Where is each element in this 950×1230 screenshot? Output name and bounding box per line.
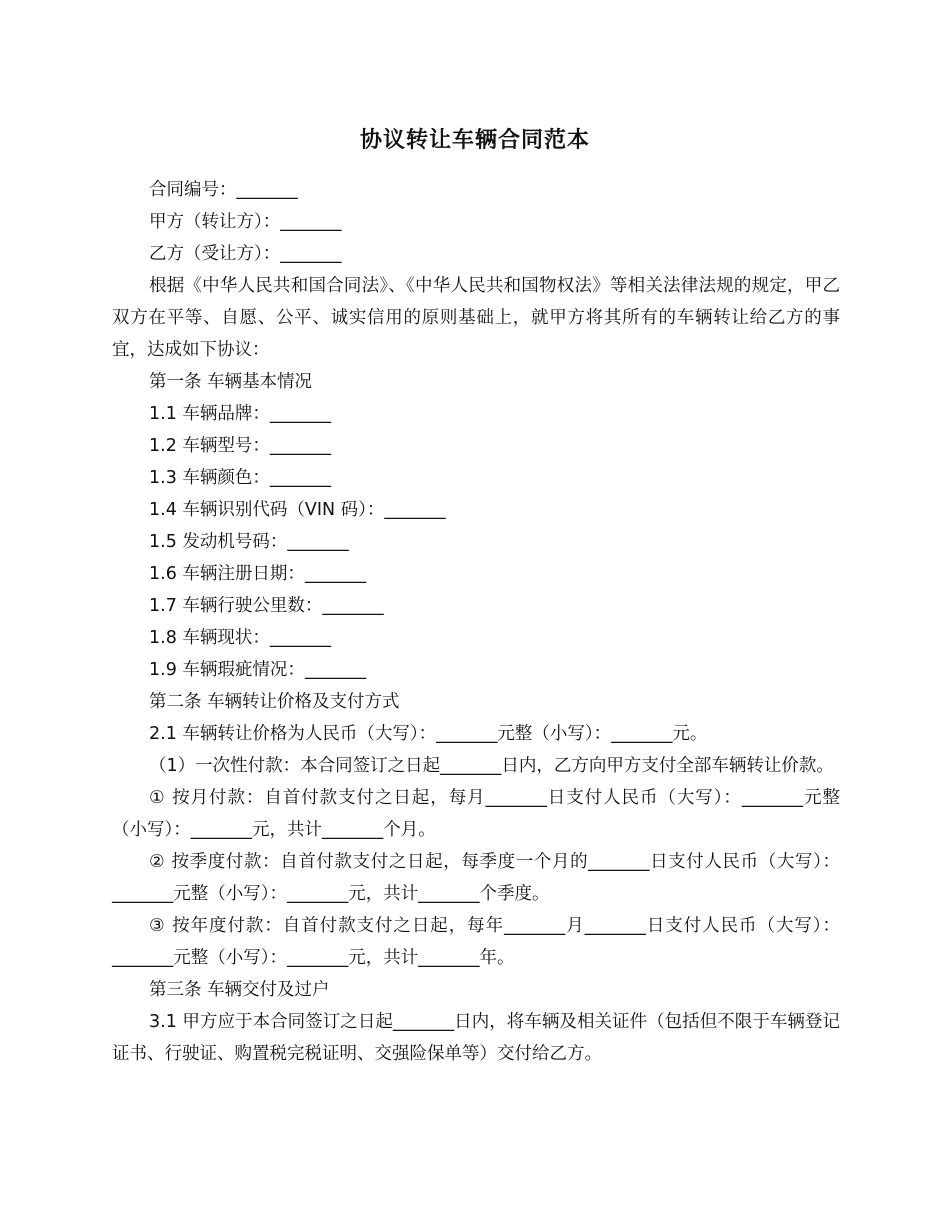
lump-sum-payment-paragraph: （1）一次性付款：本合同签订之日起_______日内，乙方向甲方支付全部车辆转让价款。 bbox=[149, 756, 834, 776]
article-2-heading: 第二条 车辆转让价格及支付方式 bbox=[149, 692, 400, 712]
clause-1-7: 1.7 车辆行驶公里数：_______ bbox=[149, 596, 384, 616]
annual-payment-paragraph: ③ 按年度付款：自首付款支付之日起，每年_______月_______日支付人民币（大写）：_______元整（小写）：_______元，共计_______年。 bbox=[112, 916, 840, 968]
party-b-line: 乙方（受让方）：_______ bbox=[149, 244, 342, 264]
clause-1-1: 1.1 车辆品牌：_______ bbox=[149, 404, 332, 424]
party-a-line: 甲方（转让方）：_______ bbox=[149, 212, 342, 232]
clause-1-9: 1.9 车辆瑕疵情况：_______ bbox=[149, 660, 367, 680]
clause-1-8: 1.8 车辆现状：_______ bbox=[149, 628, 332, 648]
document-title: 协议转让车辆合同范本 bbox=[359, 128, 590, 153]
clause-1-2: 1.2 车辆型号：_______ bbox=[149, 436, 332, 456]
document-body bbox=[112, 174, 840, 1070]
clause-1-5: 1.5 发动机号码：_______ bbox=[149, 532, 349, 552]
clause-1-6: 1.6 车辆注册日期：_______ bbox=[149, 564, 367, 584]
monthly-payment-paragraph: ① 按月付款：自首付款支付之日起，每月_______日支付人民币（大写）：_______元整（小写）：_______元，共计_______个月。 bbox=[112, 788, 840, 840]
clause-2-1: 2.1 车辆转让价格为人民币（大写）：_______元整（小写）：_______元。 bbox=[149, 724, 708, 744]
preamble-paragraph: 根据《中华人民共和国合同法》、《中华人民共和国物权法》等相关法律法规的规定，甲乙双方在平等、自愿、公平、诚实信用的原则基础上，就甲方将其所有的车辆转让给乙方的事宜，达成如下协议： bbox=[112, 276, 840, 360]
clause-3-1: 3.1 甲方应于本合同签订之日起_______日内，将车辆及相关证件（包括但不限于车辆登记证书、行驶证、购置税完税证明、交强险保单等）交付给乙方。 bbox=[112, 1012, 840, 1064]
article-1-heading: 第一条 车辆基本情况 bbox=[149, 372, 313, 392]
clause-1-4: 1.4 车辆识别代码（VIN 码）：_______ bbox=[149, 500, 446, 520]
article-3-heading: 第三条 车辆交付及过户 bbox=[149, 980, 330, 1000]
clause-1-3: 1.3 车辆颜色：_______ bbox=[149, 468, 332, 488]
contract-number-line: 合同编号：_______ bbox=[149, 180, 298, 200]
quarterly-payment-paragraph: ② 按季度付款：自首付款支付之日起，每季度一个月的_______日支付人民币（大写）：_______元整（小写）：_______元，共计_______个季度。 bbox=[112, 852, 840, 904]
